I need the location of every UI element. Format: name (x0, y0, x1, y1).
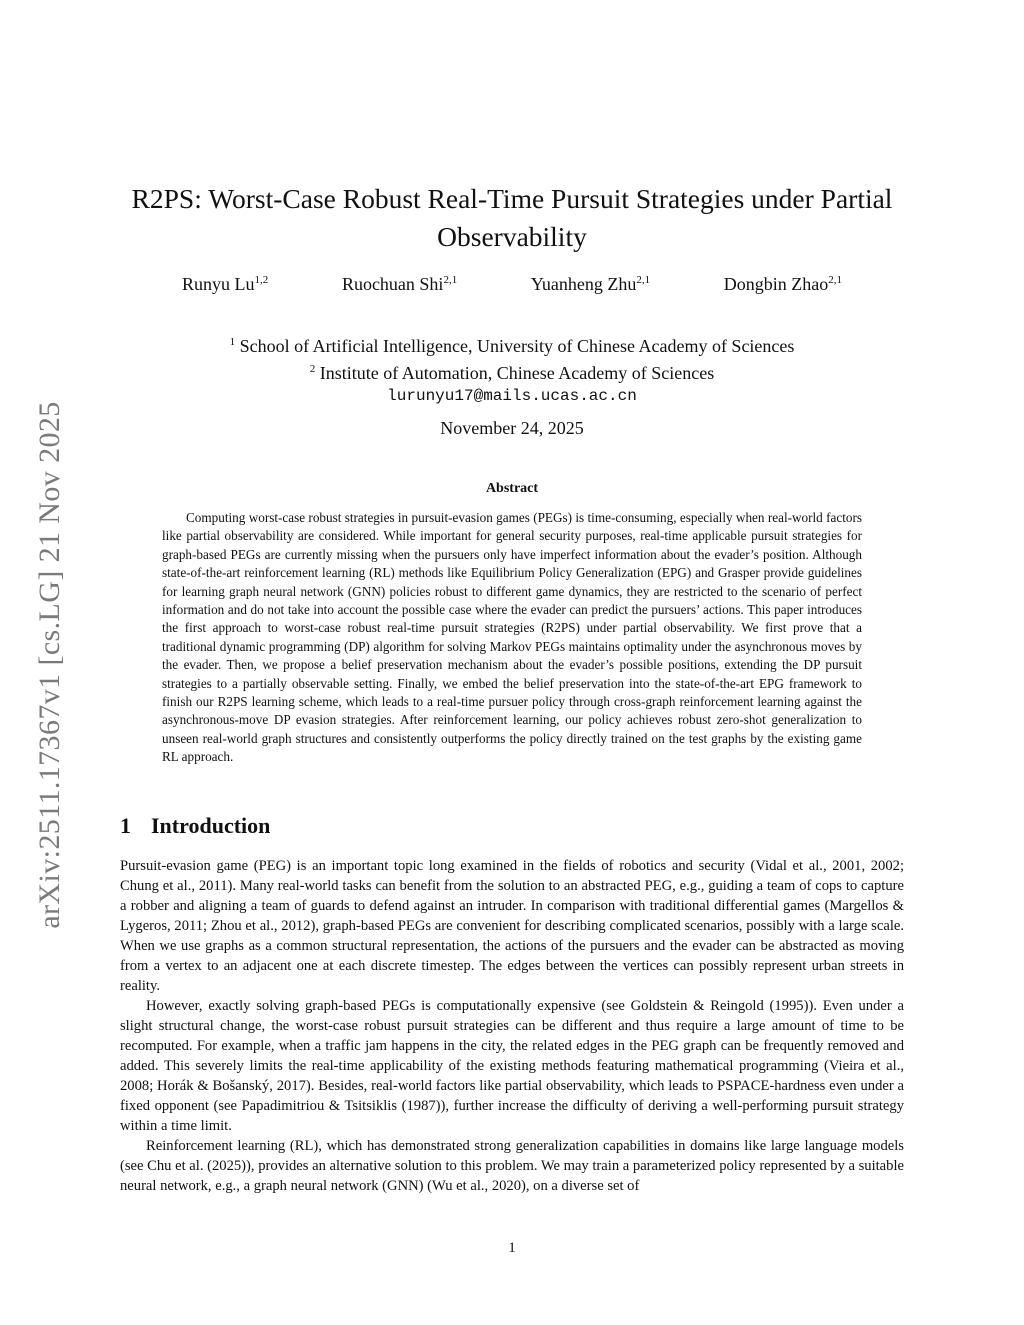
section-heading (120, 813, 270, 839)
section-title: Introduction (151, 813, 271, 838)
paper-title (100, 180, 924, 256)
page-number: 1 (508, 1240, 516, 1256)
author: Dongbin Zhao$^{2,1}$ (723, 274, 842, 294)
paragraph: However, exactly solving graph-based PEGs is computationally expensive (see Goldstein & Reingold (1995)). Even under a slight structural change, the worst-case robust pursuit strategies can be different and thus require a large amount of time to be recomputed. For example, when a traffic jam happens in the city, the related edges in the PEG graph can be frequently removed and added. This severely limits the real-time applicability of the existing methods featuring mathematical programming (Vieira et al., 2008; Horák & Bošanský, 2017). Besides, real-world factors like partial observability, which leads to PSPACE-hardness even under a fixed opponent (see Papadimitriou & Tsitsiklis (1987)), further increase the difficulty of deriving a well-performing pursuit strategy within a time limit. (120, 998, 904, 1134)
author: Yuanheng Zhu$^{2,1}$ (530, 274, 651, 294)
paper-title-line-1: R2PS: Worst-Case Robust Real-Time Pursuit Strategies under Partial (131, 183, 893, 214)
publication-date: November 24, 2025 (440, 418, 584, 438)
paper-title-line-2: Observability (437, 221, 587, 252)
affiliation: $^1$ School of Artificial Intelligence, University of Chinese Academy of Sciences (229, 336, 795, 356)
abstract-heading: Abstract (485, 481, 539, 496)
affiliations (100, 331, 924, 408)
paragraph: Reinforcement learning (RL), which has demonstrated strong generalization capabilities in domains like large language models (see Chu et al. (2025)), provides an alternative solution to this problem. We may train a parameterized policy represented by a suitable neural network, e.g., a graph neural network (GNN) (Wu et al., 2020), on a diverse set of (120, 1138, 904, 1194)
author: Ruochuan Shi$^{2,1}$ (341, 274, 458, 294)
author-email: lurunyu17@mails.ucas.ac.cn (387, 387, 637, 405)
introduction-body (120, 856, 904, 1196)
section-number: 1 (120, 813, 131, 838)
arxiv-identifier-text: arXiv:2511.17367v1 [cs.LG] 21 Nov 2025 (33, 401, 66, 929)
author: Runyu Lu$^{1,2}$ (182, 274, 269, 294)
abstract-text: Computing worst-case robust strategies in pursuit-evasion games (PEGs) is time-consuming, especially when real-world factors like partial observability are considered. While important for general security purposes, real-time applicable pursuit strategies for graph-based PEGs are currently missing when the pursuers only have imperfect information about the evader’s position. Although state-of-the-art reinforcement learning (RL) methods like Equilibrium Policy Generalization (EPG) and Grasper provide guidelines for learning graph neural network (GNN) policies robust to different game dynamics, they are restricted to the scenario of perfect information and do not take into account the possible case where the evader can predict the pursuers’ actions. This paper introduces the first approach to worst-case robust real-time pursuit strategies (R2PS) under partial observability. We first prove that a traditional dynamic programming (DP) algorithm for solving Markov PEGs maintains optimality under the asynchronous moves by the evader. Then, we propose a belief preservation mechanism about the evader’s possible positions, extending the DP pursuit strategies to a partially observable setting. Finally, we embed the belief preservation into the state-of-the-art EPG framework to finish our R2PS learning scheme, which leads to a real-time pursuer policy through cross-graph reinforcement learning against the asynchronous-move DP evasion strategies. After reinforcement learning, our policy achieves robust zero-shot generalization to unseen real-world graph structures and consistently outperforms the policy directly trained on the test graphs by the existing game RL approach. (162, 510, 862, 765)
arxiv-identifier-stamp (30, 370, 70, 960)
paragraph: Pursuit-evasion game (PEG) is an important topic long examined in the fields of robotics and security (Vidal et al., 2001, 2002; Chung et al., 2011). Many real-world tasks can benefit from the solution to an abstracted PEG, e.g., guiding a team of cops to capture a robber and aligning a team of guards to defend against an intruder. In comparison with traditional differential games (Margellos & Lygeros, 2011; Zhou et al., 2012), graph-based PEGs are convenient for describing complicated scenarios, possibly with a large scale. When we use graphs as a common structural representation, the actions of the pursuers and the evader can be abstracted as moving from a vertex to an adjacent one at each discrete timestep. The edges between the vertices can possibly represent urban streets in reality. (120, 858, 904, 994)
affiliation: $^2$ Institute of Automation, Chinese Academy of Sciences (309, 363, 715, 383)
author-list (150, 274, 874, 295)
